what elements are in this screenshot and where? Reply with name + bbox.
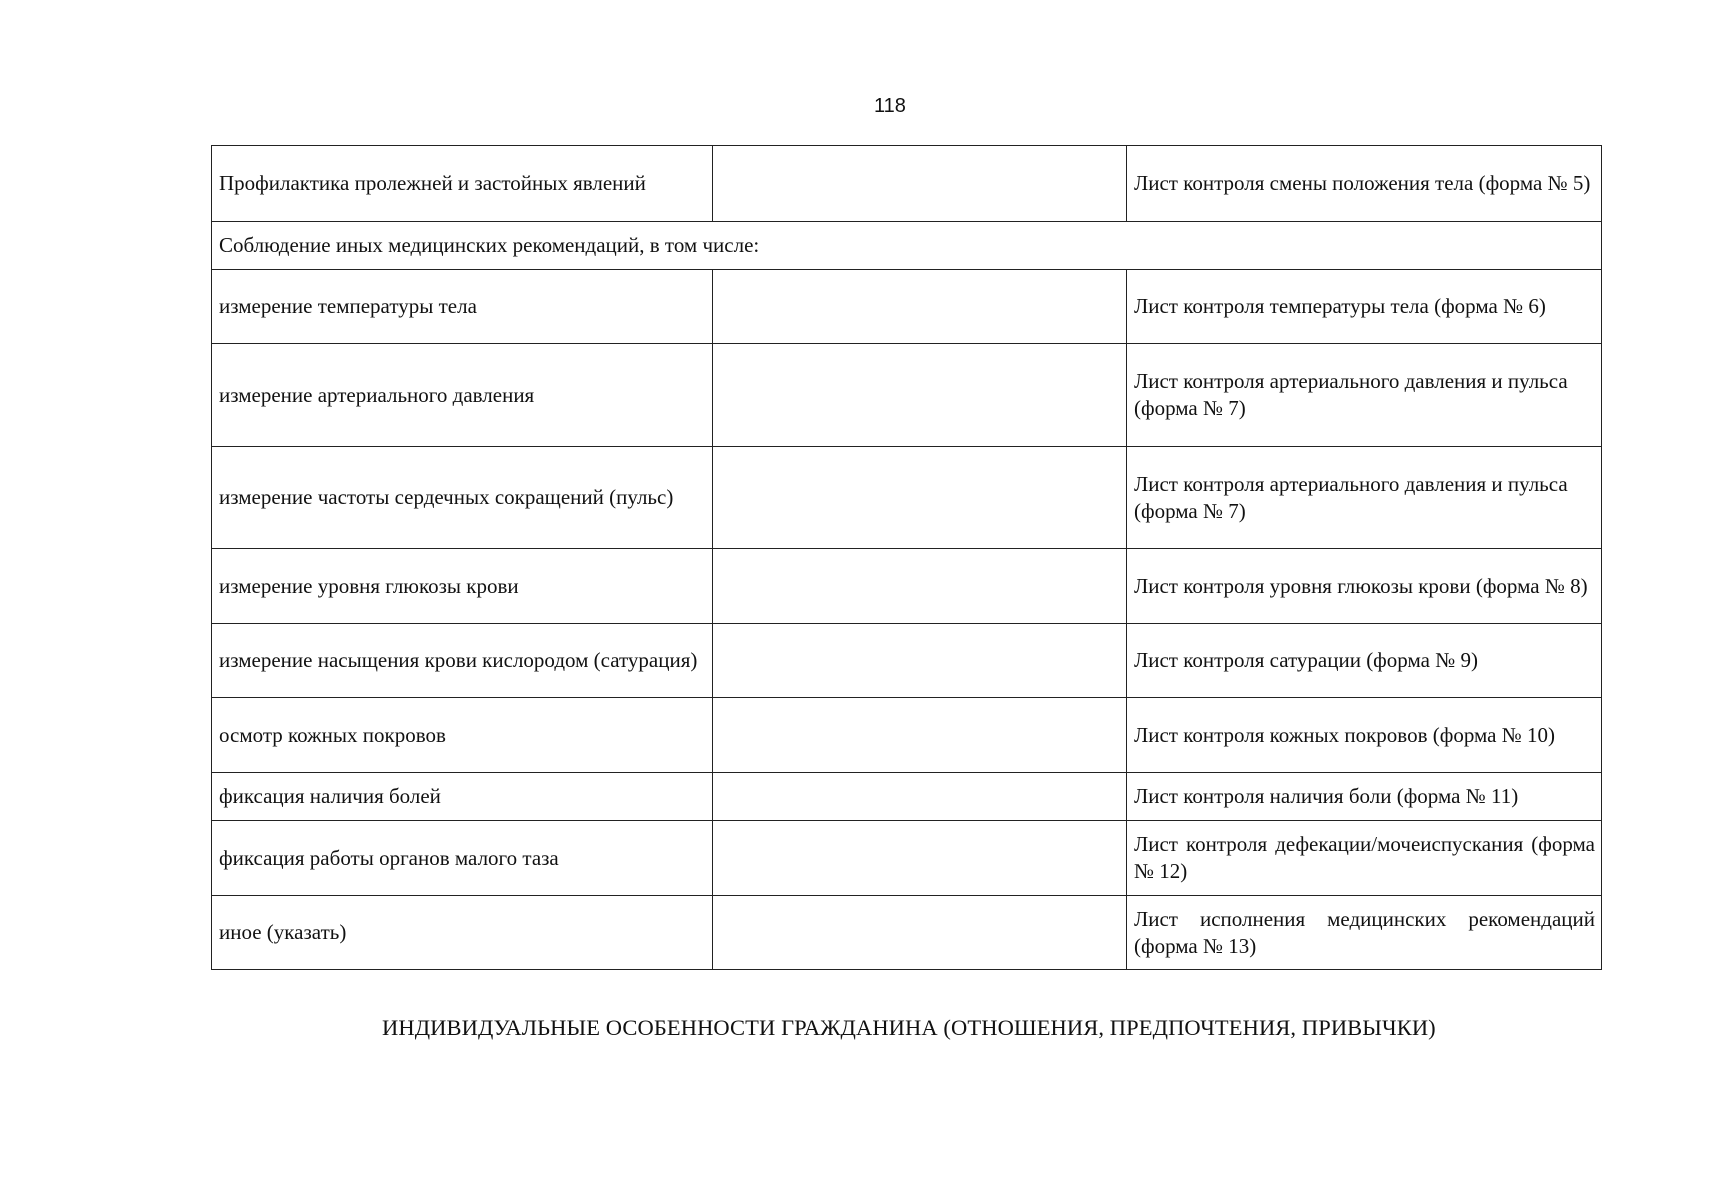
section-row-label: Соблюдение иных медицинских рекомендаций, в том числе:	[212, 222, 1602, 270]
form-cell	[1127, 698, 1602, 773]
action-cell: фиксация наличия болей	[212, 773, 713, 821]
form-reference: Лист контроля температуры тела (форма № 6)	[1134, 294, 1546, 318]
form-cell	[1127, 821, 1602, 896]
form-reference: Лист контроля наличия боли (форма № 11)	[1134, 784, 1519, 808]
action-cell: измерение частоты сердечных сокращений (пульс)	[212, 447, 713, 549]
action-cell: Профилактика пролежней и застойных явлений	[212, 146, 713, 222]
table-row	[212, 698, 1602, 773]
result-cell	[713, 624, 1127, 698]
form-reference: Лист контроля сатурации (форма № 9)	[1134, 648, 1478, 672]
action-cell: фиксация работы органов малого таза	[212, 821, 713, 896]
result-cell	[713, 698, 1127, 773]
form-reference-extra: (форма № 7)	[1134, 396, 1246, 420]
table-row	[212, 447, 1602, 549]
table-row	[212, 896, 1602, 970]
result-cell	[713, 270, 1127, 344]
result-cell	[713, 549, 1127, 624]
table-row	[212, 270, 1602, 344]
result-cell	[713, 821, 1127, 896]
table-row	[212, 549, 1602, 624]
form-reference: Лист контроля артериального давления и пульса	[1134, 369, 1568, 393]
form-cell	[1127, 773, 1602, 821]
action-cell: осмотр кожных покровов	[212, 698, 713, 773]
form-reference-extra: (форма № 7)	[1134, 498, 1246, 523]
result-cell	[713, 146, 1127, 222]
form-reference: Лист контроля дефекации/мочеиспускания (форма № 12)	[1134, 832, 1595, 883]
form-reference: Лист контроля уровня глюкозы крови (форма № 8)	[1134, 573, 1588, 598]
form-cell	[1127, 447, 1602, 549]
table-row	[212, 773, 1602, 821]
action-cell: измерение артериального давления	[212, 344, 713, 447]
result-cell	[713, 447, 1127, 549]
form-cell	[1127, 344, 1602, 447]
form-cell	[1127, 146, 1602, 222]
form-cell	[1127, 624, 1602, 698]
table-row	[212, 344, 1602, 447]
page-number: 118	[874, 95, 906, 117]
form-cell	[1127, 270, 1602, 344]
form-reference: Лист исполнения медицинских рекомендаций (форма № 13)	[1134, 906, 1595, 958]
form-reference: Лист контроля артериального давления и пульса	[1134, 471, 1568, 496]
table-row	[212, 624, 1602, 698]
form-reference: Лист контроля смены положения тела (форма № 5)	[1134, 171, 1591, 195]
section-row	[212, 222, 1602, 270]
table-row	[212, 146, 1602, 222]
action-cell: измерение температуры тела	[212, 270, 713, 344]
action-cell: иное (указать)	[212, 896, 713, 970]
action-cell: измерение насыщения крови кислородом (сатурация)	[212, 624, 713, 698]
care-plan-table	[211, 145, 1602, 970]
table-row	[212, 821, 1602, 896]
table-body	[212, 146, 1602, 970]
form-cell	[1127, 549, 1602, 624]
form-reference: Лист контроля кожных покровов (форма № 10)	[1134, 722, 1556, 747]
result-cell	[713, 896, 1127, 970]
result-cell	[713, 344, 1127, 447]
section-heading: ИНДИВИДУАЛЬНЫЕ ОСОБЕННОСТИ ГРАЖДАНИНА (ОТНОШЕНИЯ, ПРЕДПОЧТЕНИЯ, ПРИВЫЧКИ)	[382, 1015, 1436, 1040]
form-cell	[1127, 896, 1602, 970]
action-cell: измерение уровня глюкозы крови	[212, 549, 713, 624]
result-cell	[713, 773, 1127, 821]
